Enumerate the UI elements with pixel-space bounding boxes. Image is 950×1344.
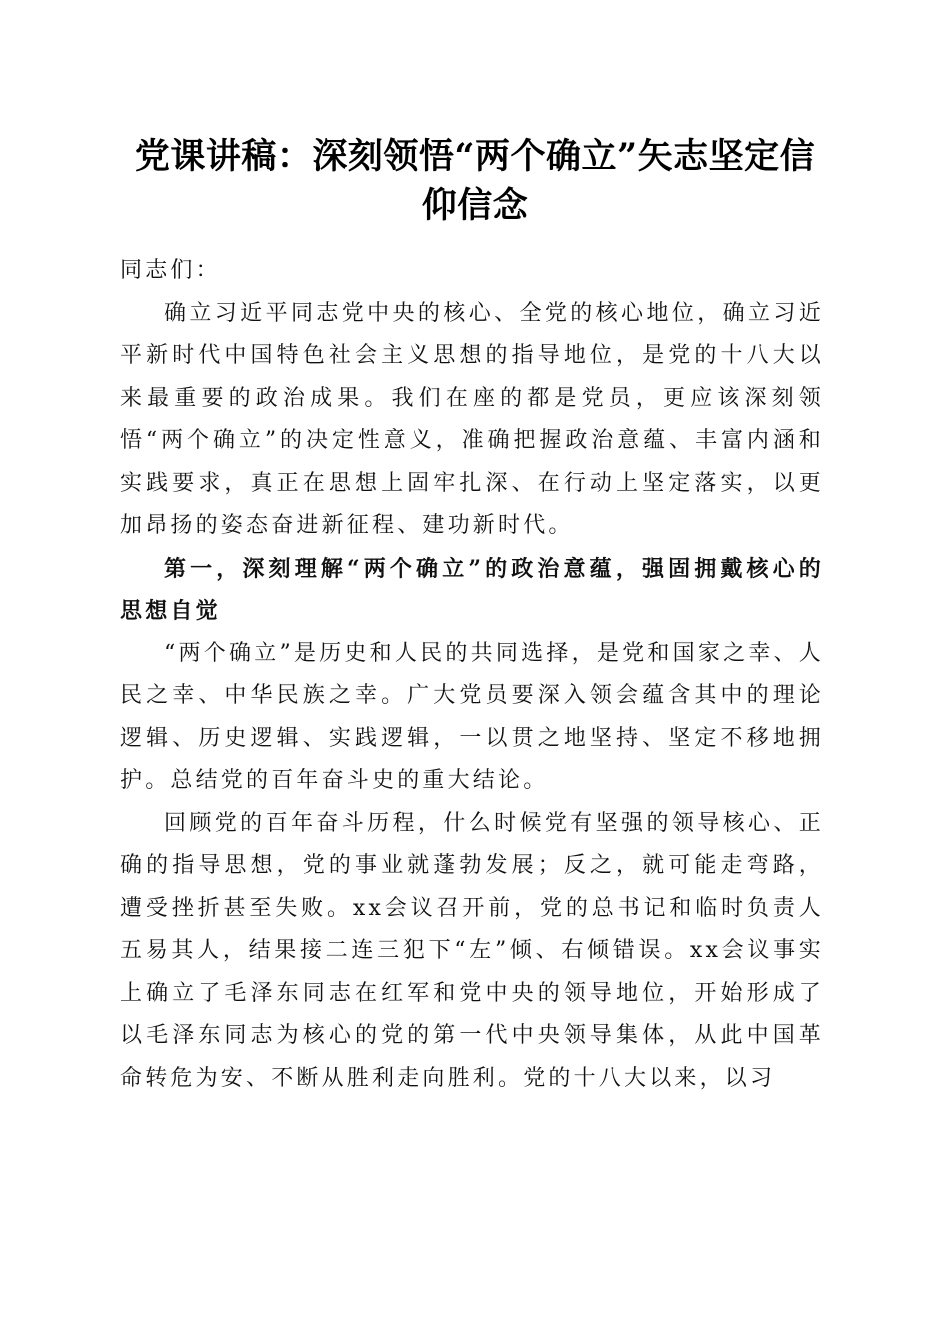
document-title: [110, 132, 840, 230]
paragraph-intro: 确立习近平同志党中央的核心、全党的核心地位，确立习近平新时代中国特色社会主义思想的指导地位，是党的十八大以来最重要的政治成果。我们在座的都是党员，更应该深刻领悟“两个确立”的决定性意义，准确把握政治意蕴、丰富内涵和实践要求，真正在思想上固牢扎深、在行动上坚定落实，以更加昂扬的姿态奋进新征程、建功新时代。: [120, 300, 824, 538]
document-body: [120, 250, 824, 1100]
section-heading-1: 第一，深刻理解“两个确立”的政治意蕴，强固拥戴核心的思想自觉: [120, 555, 824, 624]
paragraph-two-establishments: “两个确立”是历史和人民的共同选择，是党和国家之幸、人民之幸、中华民族之幸。广大党员要深入领会蕴含其中的理论逻辑、历史逻辑、实践逻辑，一以贯之地坚持、坚定不移地拥护。总结党的百年奋斗史的重大结论。: [120, 640, 824, 793]
title-line-1: 党课讲稿：深刻领悟“两个确立”矢志坚定信: [134, 136, 816, 177]
salutation: 同志们：: [120, 258, 221, 283]
title-line-2: 仰信念: [421, 185, 529, 226]
paragraph-history-review: 回顾党的百年奋斗历程，什么时候党有坚强的领导核心、正确的指导思想，党的事业就蓬勃发展；反之，就可能走弯路，遭受挫折甚至失败。xx会议召开前，党的总书记和临时负责人五易其人，结果接二连三犯下“左”倾、右倾错误。xx会议事实上确立了毛泽东同志在红军和党中央的领导地位，开始形成了以毛泽东同志为核心的党的第一代中央领导集体，从此中国革命转危为安、不断从胜利走向胜利。党的十八大以来，以习: [120, 810, 824, 1091]
